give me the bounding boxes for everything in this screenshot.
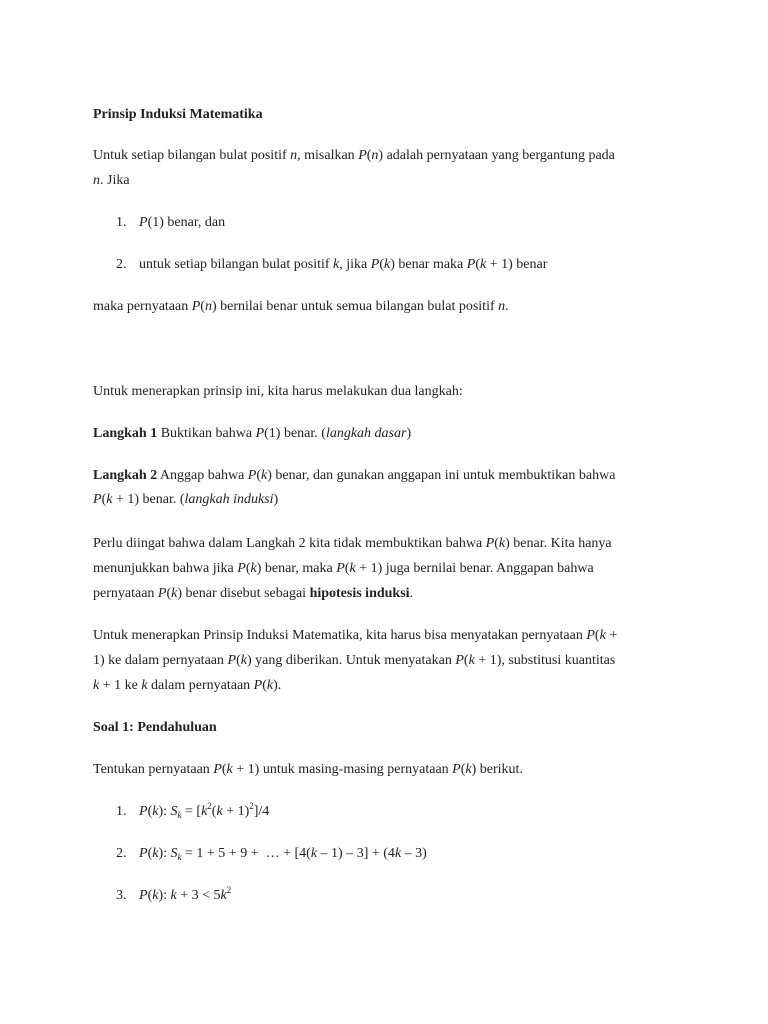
note-line-1: Perlu diingat bahwa dalam Langkah 2 kita tidak membuktikan bahwa P(k) benar. Kita hanya: [93, 536, 612, 551]
problem-instruction: Tentukan pernyataan P(k + 1) untuk masing-masing pernyataan P(k) berikut.: [93, 762, 523, 777]
steps-intro: Untuk menerapkan prinsip ini, kita harus melakukan dua langkah:: [93, 384, 463, 399]
note-line-3: pernyataan P(k) benar disebut sebagai hipotesis induksi.: [93, 586, 414, 601]
step-2-line-2: P(k + 1) benar. (langkah induksi): [93, 492, 279, 507]
step-1-label: Langkah 1: [93, 426, 158, 441]
problem-item-1-number: 1.: [116, 804, 127, 819]
problem-heading: Soal 1: Pendahuluan: [93, 720, 217, 735]
condition-2-text: untuk setiap bilangan bulat positif k, jika P(k) benar maka P(k + 1) benar: [139, 257, 548, 272]
problem-item-3-text: P(k): $k + 3 < 5k^2$: [139, 885, 232, 903]
step-2-line-1: Langkah 2 Anggap bahwa P(k) benar, dan gunakan anggapan ini untuk membuktikan bahwa: [93, 468, 616, 483]
condition-1-text: P(1) benar, dan: [139, 215, 226, 230]
problem-item-3-number: 3.: [116, 888, 127, 903]
intro-line-1: Untuk setiap bilangan bulat positif n, misalkan P(n) adalah pernyataan yang bergantung pada: [93, 148, 615, 163]
conclusion-text: maka pernyataan P(n) bernilai benar untuk semua bilangan bulat positif n.: [93, 299, 509, 314]
apply-line-1: Untuk menerapkan Prinsip Induksi Matematika, kita harus bisa menyatakan pernyataan P(k +: [93, 628, 618, 643]
document-title: Prinsip Induksi Matematika: [93, 107, 263, 122]
problem-item-2-number: 2.: [116, 846, 127, 861]
step-2-label: Langkah 2: [93, 468, 158, 483]
condition-2-number: 2.: [116, 257, 127, 272]
intro-line-2: n. Jika: [93, 173, 130, 188]
problem-item-2-text: P(k): $S_k = 1 + 5 + 9$ + … + [4(k – 1) – 3] + (4k – 3): [139, 846, 427, 862]
note-line-2: menunjukkan bahwa jika P(k) benar, maka P(k + 1) juga bernilai benar. Anggapan bahwa: [93, 561, 594, 576]
condition-1-number: 1.: [116, 215, 127, 230]
apply-line-3: k + 1 ke k dalam pernyataan P(k).: [93, 678, 282, 693]
apply-line-2: 1) ke dalam pernyataan P(k) yang diberikan. Untuk menyatakan P(k + 1), substitusi kuantitas: [93, 653, 616, 668]
problem-item-1-text: P(k): $S_k = [k^2(k + 1)^2]/4$: [139, 801, 270, 820]
step-1: Langkah 1 Buktikan bahwa P(1) benar. (langkah dasar): [93, 426, 412, 441]
